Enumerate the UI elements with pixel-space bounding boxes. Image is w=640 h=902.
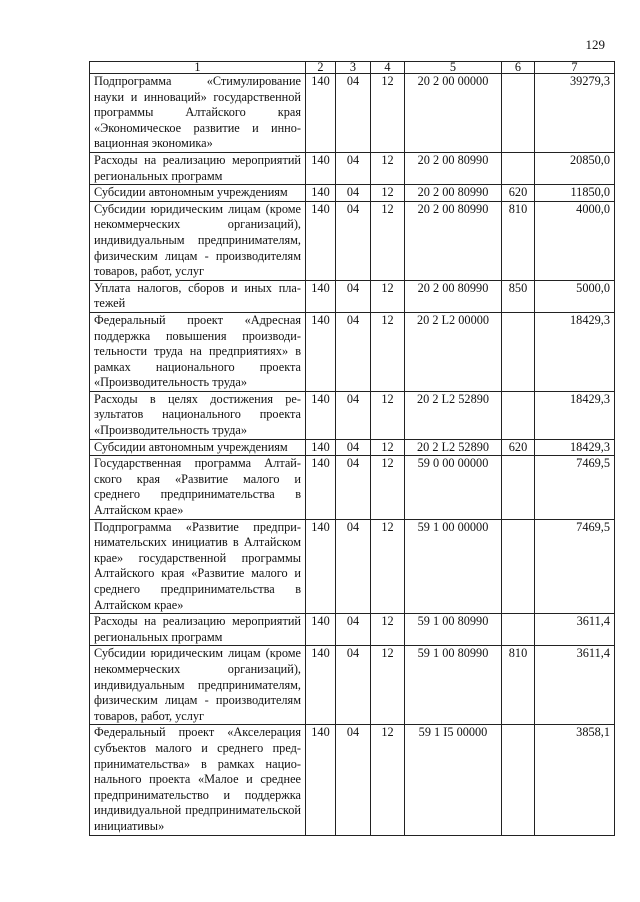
header-cell-2: 2 <box>306 62 336 74</box>
row-subsection-cell: 12 <box>371 439 405 456</box>
row-subsection-cell: 12 <box>371 519 405 614</box>
table-row <box>90 391 615 439</box>
table-body <box>90 74 615 836</box>
row-target-article-cell: 59 1 00 80990 <box>405 614 502 646</box>
row-target-article-cell: 20 2 00 00000 <box>405 74 502 153</box>
row-name-cell: Субсидии автономным учреждениям <box>90 185 306 202</box>
row-subsection-cell: 12 <box>371 646 405 725</box>
row-expense-type-cell <box>502 725 535 835</box>
row-section-cell: 04 <box>336 456 371 519</box>
row-expense-type-cell: 620 <box>502 439 535 456</box>
header-cell-6: 6 <box>502 62 535 74</box>
row-target-article-cell: 59 1 00 80990 <box>405 646 502 725</box>
row-target-article-cell: 59 1 I5 00000 <box>405 725 502 835</box>
table-header-row <box>90 62 615 74</box>
row-target-article-cell: 20 2 00 80990 <box>405 152 502 184</box>
row-subsection-cell: 12 <box>371 152 405 184</box>
row-subsection-cell: 12 <box>371 725 405 835</box>
row-ministry-code-cell: 140 <box>306 391 336 439</box>
row-ministry-code-cell: 140 <box>306 280 336 312</box>
row-target-article-cell: 20 2 00 80990 <box>405 185 502 202</box>
row-amount-cell: 3611,4 <box>535 614 615 646</box>
row-expense-type-cell: 850 <box>502 280 535 312</box>
row-ministry-code-cell: 140 <box>306 439 336 456</box>
row-expense-type-cell <box>502 456 535 519</box>
header-cell-4: 4 <box>371 62 405 74</box>
row-target-article-cell: 20 2 00 80990 <box>405 201 502 280</box>
row-ministry-code-cell: 140 <box>306 614 336 646</box>
table-row <box>90 519 615 614</box>
row-name-cell: Государственная программа Алтайского края «Развитие малого и среднего предпринимательства в Алтайском крае» <box>90 456 306 519</box>
row-subsection-cell: 12 <box>371 201 405 280</box>
row-name-cell: Расходы в целях достижения результатов национального проекта «Производительность труда» <box>90 391 306 439</box>
row-section-cell: 04 <box>336 201 371 280</box>
row-target-article-cell: 20 2 L2 00000 <box>405 312 502 391</box>
row-subsection-cell: 12 <box>371 456 405 519</box>
row-amount-cell: 3858,1 <box>535 725 615 835</box>
table-row <box>90 152 615 184</box>
row-amount-cell: 20850,0 <box>535 152 615 184</box>
row-name-cell: Федеральный проект «Адресная поддержка повышения производительности труда на предприятиях» в рамках национального проекта «Производительность труда» <box>90 312 306 391</box>
row-expense-type-cell <box>502 391 535 439</box>
row-expense-type-cell: 810 <box>502 646 535 725</box>
table-row <box>90 201 615 280</box>
header-cell-7: 7 <box>535 62 615 74</box>
row-target-article-cell: 20 2 L2 52890 <box>405 391 502 439</box>
row-ministry-code-cell: 140 <box>306 456 336 519</box>
row-subsection-cell: 12 <box>371 312 405 391</box>
row-section-cell: 04 <box>336 391 371 439</box>
row-subsection-cell: 12 <box>371 74 405 153</box>
row-subsection-cell: 12 <box>371 280 405 312</box>
table-row <box>90 185 615 202</box>
row-ministry-code-cell: 140 <box>306 519 336 614</box>
table-row <box>90 312 615 391</box>
row-subsection-cell: 12 <box>371 614 405 646</box>
row-expense-type-cell <box>502 519 535 614</box>
row-section-cell: 04 <box>336 439 371 456</box>
row-name-cell: Федеральный проект «Акселерация субъектов малого и среднего предпринимательства» в рамках национального проекта «Малое и среднее предпринимательство и поддержка индивидуальной предпринимательской инициативы» <box>90 725 306 835</box>
table-row <box>90 439 615 456</box>
row-name-cell: Субсидии юридическим лицам (кроме некоммерческих организаций), индивидуальным предпринимателям, физическим лицам - производителям товаров, работ, услуг <box>90 201 306 280</box>
row-expense-type-cell: 810 <box>502 201 535 280</box>
row-expense-type-cell <box>502 312 535 391</box>
row-section-cell: 04 <box>336 725 371 835</box>
row-ministry-code-cell: 140 <box>306 185 336 202</box>
row-amount-cell: 18429,3 <box>535 312 615 391</box>
table-row <box>90 74 615 153</box>
table-row <box>90 456 615 519</box>
table-row <box>90 646 615 725</box>
header-cell-3: 3 <box>336 62 371 74</box>
table-row <box>90 280 615 312</box>
row-subsection-cell: 12 <box>371 391 405 439</box>
row-name-cell: Расходы на реализацию мероприятий региональных программ <box>90 152 306 184</box>
row-expense-type-cell <box>502 614 535 646</box>
row-section-cell: 04 <box>336 152 371 184</box>
row-section-cell: 04 <box>336 74 371 153</box>
row-section-cell: 04 <box>336 280 371 312</box>
table-row <box>90 614 615 646</box>
row-amount-cell: 39279,3 <box>535 74 615 153</box>
row-target-article-cell: 59 1 00 00000 <box>405 519 502 614</box>
budget-table <box>89 61 615 836</box>
row-target-article-cell: 20 2 L2 52890 <box>405 439 502 456</box>
row-name-cell: Расходы на реализацию мероприятий региональных программ <box>90 614 306 646</box>
row-ministry-code-cell: 140 <box>306 201 336 280</box>
row-expense-type-cell <box>502 74 535 153</box>
page-number: 129 <box>585 37 605 52</box>
row-target-article-cell: 20 2 00 80990 <box>405 280 502 312</box>
row-section-cell: 04 <box>336 185 371 202</box>
row-amount-cell: 18429,3 <box>535 391 615 439</box>
row-target-article-cell: 59 0 00 00000 <box>405 456 502 519</box>
table-row <box>90 725 615 835</box>
row-section-cell: 04 <box>336 519 371 614</box>
header-cell-1: 1 <box>90 62 306 74</box>
row-name-cell: Субсидии автономным учреждениям <box>90 439 306 456</box>
row-ministry-code-cell: 140 <box>306 152 336 184</box>
row-expense-type-cell <box>502 152 535 184</box>
row-name-cell: Уплата налогов, сборов и иных платежей <box>90 280 306 312</box>
row-amount-cell: 4000,0 <box>535 201 615 280</box>
row-name-cell: Подпрограмма «Стимулирование науки и инноваций» государственной программы Алтайского края «Экономическое развитие и инновационная экономика» <box>90 74 306 153</box>
row-ministry-code-cell: 140 <box>306 725 336 835</box>
row-ministry-code-cell: 140 <box>306 312 336 391</box>
row-expense-type-cell: 620 <box>502 185 535 202</box>
row-amount-cell: 7469,5 <box>535 519 615 614</box>
row-amount-cell: 3611,4 <box>535 646 615 725</box>
row-amount-cell: 5000,0 <box>535 280 615 312</box>
header-cell-5: 5 <box>405 62 502 74</box>
row-name-cell: Подпрограмма «Развитие предпринимательских инициатив в Алтайском крае» государственной программы Алтайского края «Развитие малого и среднего предпринимательства в Алтайском крае» <box>90 519 306 614</box>
row-ministry-code-cell: 140 <box>306 646 336 725</box>
row-name-cell: Субсидии юридическим лицам (кроме некоммерческих организаций), индивидуальным предпринимателям, физическим лицам - производителям товаров, работ, услуг <box>90 646 306 725</box>
row-amount-cell: 18429,3 <box>535 439 615 456</box>
row-section-cell: 04 <box>336 312 371 391</box>
row-section-cell: 04 <box>336 614 371 646</box>
row-subsection-cell: 12 <box>371 185 405 202</box>
row-amount-cell: 11850,0 <box>535 185 615 202</box>
row-amount-cell: 7469,5 <box>535 456 615 519</box>
row-ministry-code-cell: 140 <box>306 74 336 153</box>
row-section-cell: 04 <box>336 646 371 725</box>
